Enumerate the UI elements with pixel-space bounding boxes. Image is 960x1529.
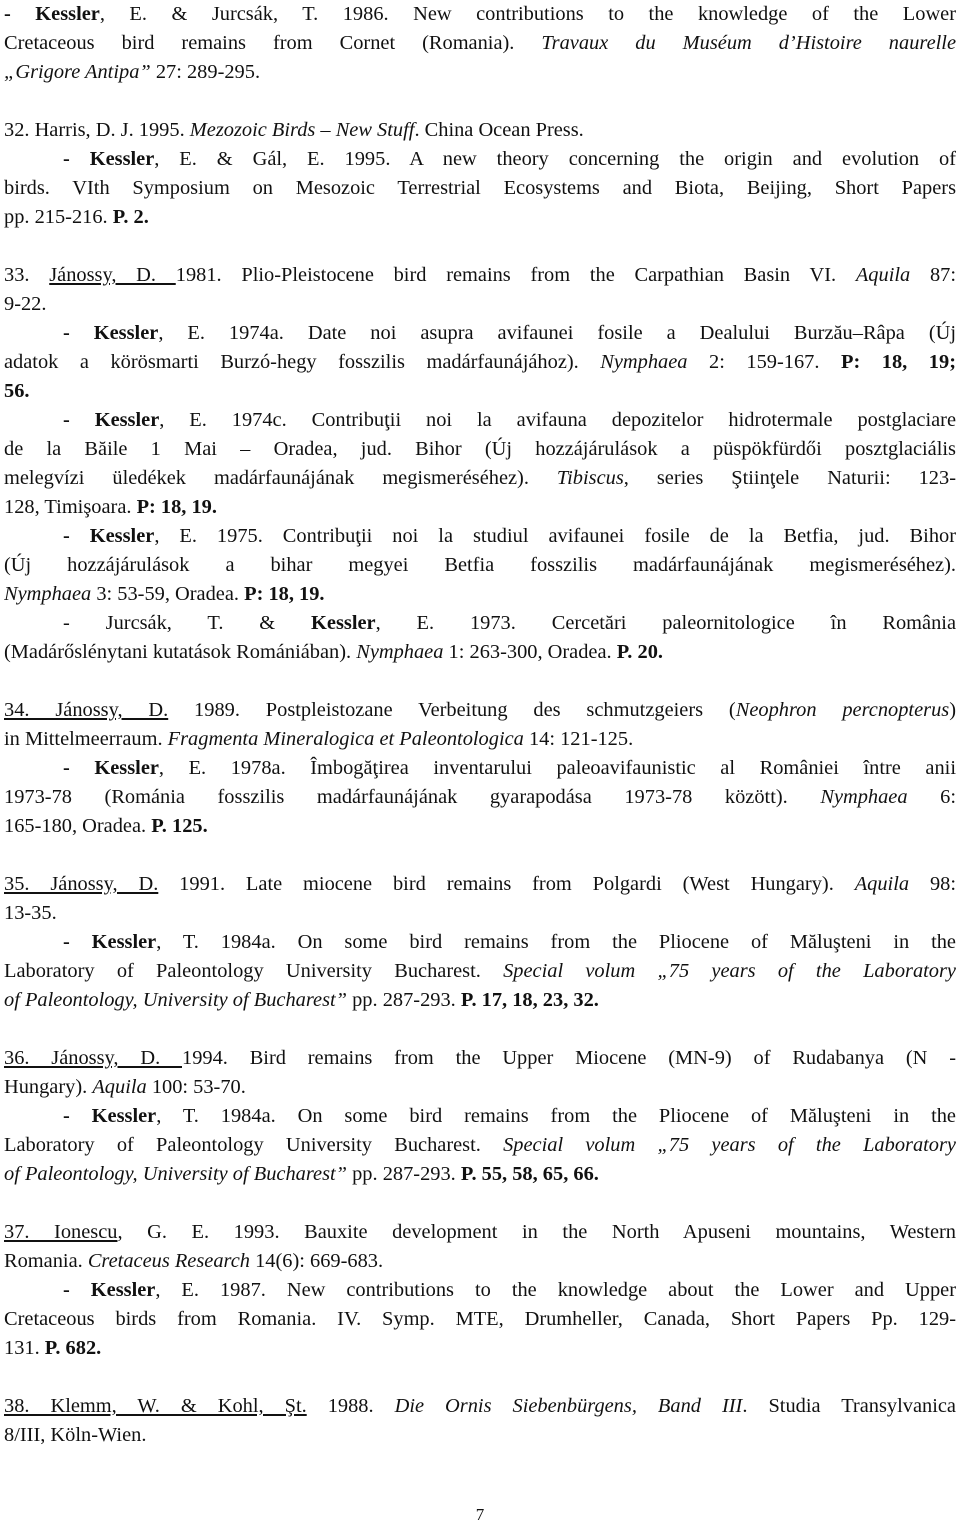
text-line: 35. Jánossy, D. 1991. Late miocene bird remains from Polgardi (West Hungary). Aquila 98: [4,873,956,895]
text-line: - Kessler, E. 1978a. Îmbogăţirea inventarului paleoavifaunistic al României între anii [63,757,956,779]
text-line: 13-35. [4,902,57,924]
text-line: 1973-78 (Románia fosszilis madárfaunájának gyarapodása 1973-78 között). Nymphaea 6: [4,786,956,808]
text-line: 8/III, Köln-Wien. [4,1424,147,1446]
text-line: adatok a körösmarti Burzó-hegy fosszilis madárfaunájához). Nymphaea 2: 159-167. P: 18, 19; [4,351,956,373]
text-line: in Mittelmeerraum. Fragmenta Mineralogica et Paleontologica 14: 121-125. [4,728,634,750]
text-line: birds. VIth Symposium on Mesozoic Terrestrial Ecosystems and Biota, Beijing, Short Papers [4,177,956,199]
text-line: 32. Harris, D. J. 1995. Mezozoic Birds – New Stuff. China Ocean Press. [4,119,584,141]
text-line: of Paleontology, University of Bucharest” pp. 287-293. P. 17, 18, 23, 32. [4,989,599,1011]
text-line: - Kessler, T. 1984a. On some bird remains from the Pliocene of Măluşteni in the [63,931,956,953]
text-line: 56. [4,380,30,402]
text-line: melegvízi üledékek madárfaunájának megismeréséhez). Tibiscus, series Ştiinţele Naturii: 123- [4,467,956,489]
text-line: 33. Jánossy, D. 1981. Plio-Pleistocene bird remains from the Carpathian Basin VI. Aquila 87: [4,264,956,286]
page-number: 7 [475,1505,485,1524]
text-line: pp. 215-216. P. 2. [4,206,149,228]
text-line: „Grigore Antipa” 27: 289-295. [4,61,261,83]
text-line: (Új hozzájárulások a bihar megyei Betfia fosszilis madárfaunájának megismeréséhez). [4,554,956,576]
text-line: 131. P. 682. [4,1337,102,1359]
text-line: Hungary). Aquila 100: 53-70. [4,1076,246,1098]
text-line: Laboratory of Paleontology University Bucharest. Special volum „75 years of the Laboratory [4,1134,956,1156]
text-line: Nymphaea 3: 53-59, Oradea. P: 18, 19. [4,583,325,605]
text-line: Cretaceous bird remains from Cornet (Romania). Travaux du Muséum d’Histoire naurelle [4,32,956,54]
text-line: 128, Timişoara. P: 18, 19. [4,496,217,518]
text-line: 34. Jánossy, D. 1989. Postpleistozane Verbeitung des schmutzgeiers (Neophron percnopterus) [4,699,956,721]
text-line: (Madárőslénytani kutatások Romániában). Nymphaea 1: 263-300, Oradea. P. 20. [4,641,663,663]
text-line: - Kessler, E. 1987. New contributions to the knowledge about the Lower and Upper [63,1279,956,1301]
text-line: 37. Ionescu, G. E. 1993. Bauxite development in the North Apuseni mountains, Western [4,1221,956,1243]
text-line: de la Băile 1 Mai – Oradea, jud. Bihor (Új hozzájárulások a püspökfürdői posztglaciális [4,438,956,460]
text-line: 38. Klemm, W. & Kohl, Şt. 1988. Die Ornis Siebenbürgens, Band III. Studia Transylvanica [4,1395,956,1417]
text-line: of Paleontology, University of Bucharest” pp. 287-293. P. 55, 58, 65, 66. [4,1163,599,1185]
text-line: Laboratory of Paleontology University Bucharest. Special volum „75 years of the Laboratory [4,960,956,982]
text-line: - Kessler, E. & Jurcsák, T. 1986. New contributions to the knowledge of the Lower [4,3,956,25]
text-line: - Kessler, E. 1974c. Contribuţii noi la avifauna depozitelor hidrotermale postglaciare [63,409,956,431]
text-line: - Jurcsák, T. & Kessler, E. 1973. Cercetări paleornitologice în România [63,612,956,634]
text-line: - Kessler, E. 1974a. Date noi asupra avifaunei fosile a Dealului Burzău–Râpa (Új [63,322,956,344]
text-line: 9-22. [4,293,47,315]
text-line: 165-180, Oradea. P. 125. [4,815,208,837]
text-line: Romania. Cretaceus Research 14(6): 669-683. [4,1250,384,1272]
text-line: 36. Jánossy, D. 1994. Bird remains from the Upper Miocene (MN-9) of Rudabanya (N - [4,1047,956,1069]
text-line: - Kessler, E. & Gál, E. 1995. A new theory concerning the origin and evolution of [63,148,956,170]
text-line: - Kessler, E. 1975. Contribuţii noi la studiul avifaunei fosile de la Betfia, jud. Bihor [63,525,956,547]
text-line: Cretaceous birds from Romania. IV. Symp. MTE, Drumheller, Canada, Short Papers Pp. 129- [4,1308,956,1330]
text-line: - Kessler, T. 1984a. On some bird remains from the Pliocene of Măluşteni in the [63,1105,956,1127]
